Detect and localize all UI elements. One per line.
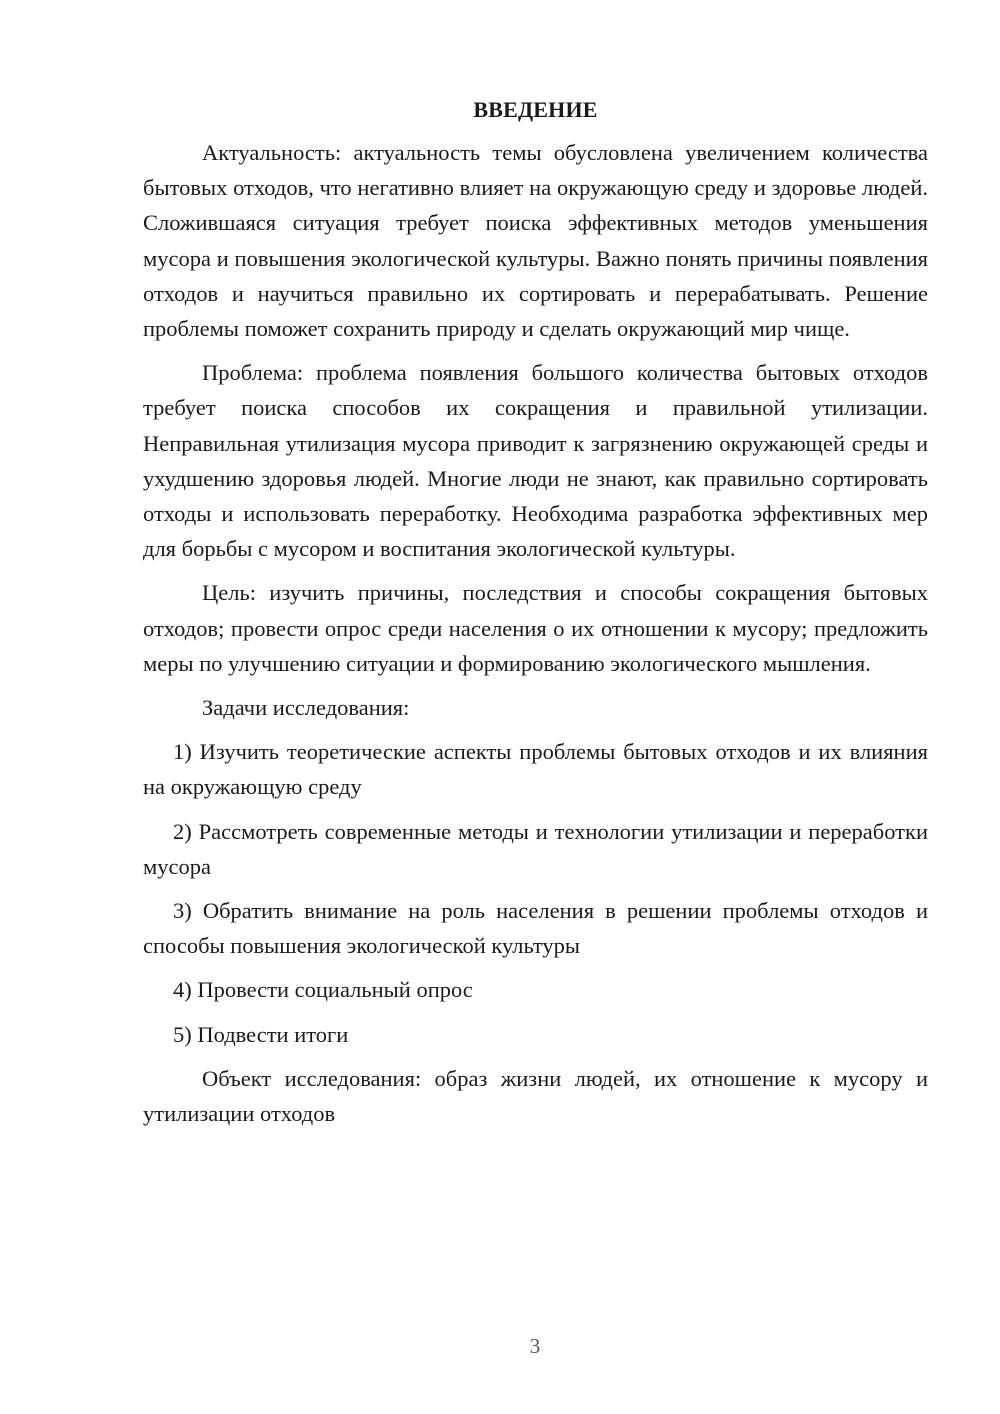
task-item-4: 4) Провести социальный опрос (173, 977, 473, 1003)
task-item-2: 2) Рассмотреть современные методы и технологии утилизации и переработки мусора (143, 818, 928, 879)
paragraph-relevance: Актуальность: актуальность темы обусловлена увеличением количества бытовых отходов, что негативно влияет на окружающую среду и здоровье людей. Сложившаяся ситуация требует поиска эффективных методов уменьшения мусора и повышения экологической культуры. Важно понять причины появления отходов и научиться правильно их сортировать и перерабатывать. Решение проблемы поможет сохранить природу и сделать окружающий мир чище. (143, 140, 928, 342)
tasks-heading: Задачи исследования: (202, 695, 410, 721)
paragraph-goal: Цель: изучить причины, последствия и способы сокращения бытовых отходов; провести опрос среди населения о их отношении к мусору; предложить меры по улучшению ситуации и формированию экологического мышления. (143, 580, 928, 676)
page-content (143, 92, 928, 1140)
task-item-1: 1) Изучить теоретические аспекты проблемы бытовых отходов и их влияния на окружающую среду (143, 739, 928, 800)
page-number: 3 (529, 1334, 541, 1358)
page-title: ВВЕДЕНИЕ (473, 97, 598, 122)
paragraph-problem: Проблема: проблема появления большого количества бытовых отходов требует поиска способов их сокращения и правильной утилизации. Неправильная утилизация мусора приводит к загрязнению окружающей среды и ухудшению здоровья людей. Многие люди не знают, как правильно сортировать отходы и использовать переработку. Необходима разработка эффективных мер для борьбы с мусором и воспитания экологической культуры. (143, 360, 928, 562)
paragraph-research-object: Объект исследования: образ жизни людей, их отношение к мусору и утилизации отходов (143, 1065, 928, 1127)
task-item-3: 3) Обратить внимание на роль населения в решении проблемы отходов и способы повышения экологической культуры (143, 898, 928, 959)
task-item-5: 5) Подвести итоги (173, 1021, 349, 1047)
